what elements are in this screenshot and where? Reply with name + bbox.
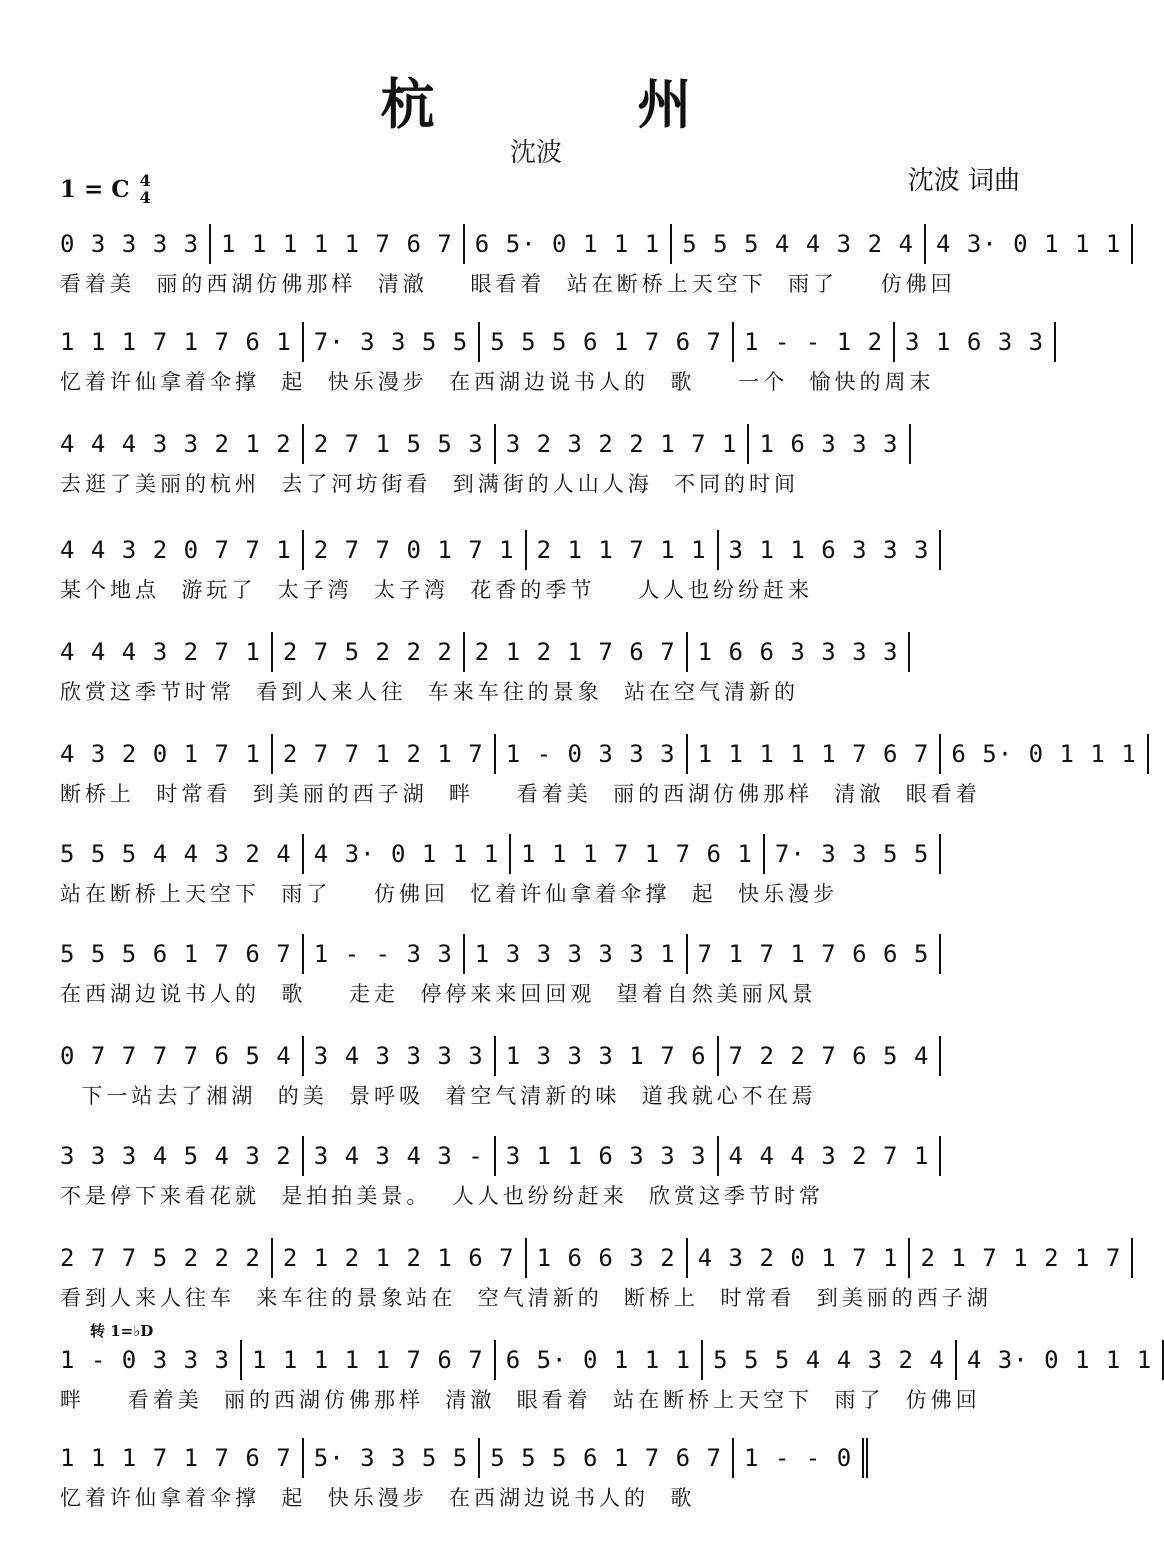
measure: 5 5 5 6 1 7 6 7 xyxy=(50,934,304,974)
measure: 1 - 0 3 3 3 xyxy=(50,1340,242,1380)
measure: 5 5 5 6 1 7 6 7 xyxy=(480,1438,734,1478)
measure: 3 2 3 2 2 1 7 1 xyxy=(496,424,750,464)
staff-system xyxy=(50,630,1030,710)
lyrics-line: 忆着许仙拿着伞撑 起 快乐漫步 在西湖边说书人的 歌 一个 愉快的周末 xyxy=(60,370,935,394)
measure: 5· 3 3 5 5 xyxy=(304,1438,481,1478)
measure: 1 3 3 3 1 7 6 xyxy=(496,1036,719,1076)
key-label: 1 = C xyxy=(60,175,130,203)
measure: 6 5· 0 1 1 1 xyxy=(465,224,672,264)
measure: 1 1 1 1 1 7 6 7 xyxy=(242,1340,496,1380)
lyrics-line: 某个地点 游玩了 太子湾 太子湾 花香的季节 人人也纷纷赶来 xyxy=(60,578,814,602)
measure: 2 7 7 5 2 2 2 xyxy=(50,1238,273,1278)
lyrics-line: 下一站去了湘湖 的美 景呼吸 着空气清新的味 道我就心不在焉 xyxy=(60,1084,817,1108)
lyrics-line: 断桥上 时常看 到美丽的西子湖 畔 看着美 丽的西湖仿佛那样 清澈 眼看着 xyxy=(60,782,981,806)
measure: 1 - 0 3 3 3 xyxy=(496,734,688,774)
measure: 4 3· 0 1 1 1 xyxy=(304,834,511,874)
lyrics-line: 站在断桥上天空下 雨了 仿佛回 忆着许仙拿着伞撑 起 快乐漫步 xyxy=(60,882,839,906)
measure: 1 1 1 7 1 7 6 1 xyxy=(511,834,765,874)
measure: 0 3 3 3 3 xyxy=(50,224,211,264)
notation-line xyxy=(50,630,1030,674)
measure: 2 1 7 1 2 1 7 xyxy=(910,1238,1133,1278)
measure: 1 - - 1 2 xyxy=(734,322,895,362)
measure: 3 1 1 6 3 3 3 xyxy=(496,1136,719,1176)
measure: 3 1 1 6 3 3 3 xyxy=(719,530,942,570)
measure: 1 - - 3 3 xyxy=(304,934,465,974)
notation-line xyxy=(50,320,1045,364)
staff-system xyxy=(50,1034,1030,1114)
lyrics-line: 忆着许仙拿着伞撑 起 快乐漫步 在西湖边说书人的 歌 xyxy=(60,1486,696,1510)
measure: 2 7 1 5 5 3 xyxy=(304,424,496,464)
measure: 4 4 4 3 2 7 1 xyxy=(50,632,273,672)
lyrics-line: 欣赏这季节时常 看到人来人往 车来车往的景象 站在空气清新的 xyxy=(60,680,800,704)
song-subtitle: 沈波 xyxy=(509,138,562,168)
measure: 5 5 5 4 4 3 2 4 xyxy=(50,834,304,874)
notation-line xyxy=(50,222,1122,266)
measure: 1 - - 0 xyxy=(734,1438,868,1478)
measure: 1 1 1 1 1 7 6 7 xyxy=(688,734,942,774)
measure: 2 7 7 0 1 7 1 xyxy=(304,530,527,570)
time-signature-top: 4 xyxy=(139,171,151,190)
measure: 4 4 4 3 2 7 1 xyxy=(719,1136,942,1176)
measure: 3 1 6 3 3 xyxy=(895,322,1056,362)
lyrics-line: 看着美 丽的西湖仿佛那样 清澈 眼看着 站在断桥上天空下 雨了 仿佛回 xyxy=(60,272,956,296)
notation-line xyxy=(50,1436,1030,1480)
measure: 5 5 5 4 4 3 2 4 xyxy=(703,1340,957,1380)
measure: 1 6 6 3 3 3 3 xyxy=(688,632,911,672)
measure: 4 3· 0 1 1 1 xyxy=(957,1340,1164,1380)
lyrics-line: 不是停下来看花就 是拍拍美景。 人人也纷纷赶来 欣赏这季节时常 xyxy=(60,1184,825,1208)
measure: 4 3· 0 1 1 1 xyxy=(926,224,1133,264)
staff-system xyxy=(50,832,1030,912)
measure: 2 7 5 2 2 2 xyxy=(273,632,465,672)
lyrics-line: 去逛了美丽的杭州 去了河坊街看 到满街的人山人海 不同的时间 xyxy=(60,472,800,496)
measure: 1 1 1 7 1 7 6 7 xyxy=(50,1438,304,1478)
staff-system xyxy=(50,932,1030,1012)
key-change-marker: 转 1=♭D xyxy=(90,1322,154,1340)
notation-line xyxy=(50,932,1030,976)
staff-system xyxy=(50,1134,1030,1214)
notation-line xyxy=(50,732,1137,776)
key-signature xyxy=(60,172,151,206)
measure: 1 1 1 7 1 7 6 1 xyxy=(50,322,304,362)
measure: 1 1 1 1 1 7 6 7 xyxy=(211,224,465,264)
measure: 6 5· 0 1 1 1 xyxy=(941,734,1148,774)
song-title: 杭 州 xyxy=(380,72,784,136)
measure: 2 1 2 1 2 1 6 7 xyxy=(273,1238,527,1278)
staff-system xyxy=(50,422,1030,502)
measure: 5 5 5 4 4 3 2 4 xyxy=(672,224,926,264)
measure: 7· 3 3 5 5 xyxy=(304,322,481,362)
measure: 2 1 1 7 1 1 xyxy=(527,530,719,570)
staff-system xyxy=(50,732,1137,812)
time-signature xyxy=(140,172,151,206)
measure: 3 3 3 4 5 4 3 2 xyxy=(50,1136,304,1176)
notation-line xyxy=(50,1034,1030,1078)
staff-system xyxy=(50,222,1122,302)
measure: 4 3 2 0 1 7 1 xyxy=(50,734,273,774)
notation-line xyxy=(50,528,1030,572)
measure: 1 3 3 3 3 3 1 xyxy=(465,934,688,974)
notation-line xyxy=(50,1236,1122,1280)
staff-system xyxy=(50,320,1045,400)
staff-system xyxy=(50,1436,1030,1516)
measure: 3 4 3 4 3 - xyxy=(304,1136,496,1176)
measure: 4 4 3 2 0 7 7 1 xyxy=(50,530,304,570)
measure: 5 5 5 6 1 7 6 7 xyxy=(480,322,734,362)
measure: 7 1 7 1 7 6 6 5 xyxy=(688,934,942,974)
notation-line xyxy=(50,1134,1030,1178)
measure: 1 6 3 3 3 xyxy=(749,424,910,464)
lyrics-line: 看到人来人往车 来车往的景象站在 空气清新的 断桥上 时常看 到美丽的西子湖 xyxy=(60,1286,992,1310)
measure: 4 3 2 0 1 7 1 xyxy=(688,1238,911,1278)
measure: 7 2 2 7 6 5 4 xyxy=(719,1036,942,1076)
notation-line xyxy=(50,832,1030,876)
staff-system xyxy=(50,1338,1153,1418)
lyrics-line: 畔 看着美 丽的西湖仿佛那样 清澈 眼看着 站在断桥上天空下 雨了 仿佛回 xyxy=(60,1388,981,1412)
measure: 6 5· 0 1 1 1 xyxy=(496,1340,703,1380)
measure: 0 7 7 7 7 6 5 4 xyxy=(50,1036,304,1076)
measure: 1 6 6 3 2 xyxy=(527,1238,688,1278)
time-signature-bottom: 4 xyxy=(139,188,151,207)
measure: 7· 3 3 5 5 xyxy=(765,834,942,874)
lyrics-line: 在西湖边说书人的 歌 走走 停停来来回回观 望着自然美丽风景 xyxy=(60,982,817,1006)
measure: 2 7 7 1 2 1 7 xyxy=(273,734,496,774)
measure: 2 1 2 1 7 6 7 xyxy=(465,632,688,672)
staff-system xyxy=(50,528,1030,608)
composer-credit: 沈波 词曲 xyxy=(907,166,1020,196)
notation-line xyxy=(50,422,1030,466)
measure: 3 4 3 3 3 3 xyxy=(304,1036,496,1076)
measure: 4 4 4 3 3 2 1 2 xyxy=(50,424,304,464)
notation-line xyxy=(50,1338,1153,1382)
staff-system xyxy=(50,1236,1122,1316)
